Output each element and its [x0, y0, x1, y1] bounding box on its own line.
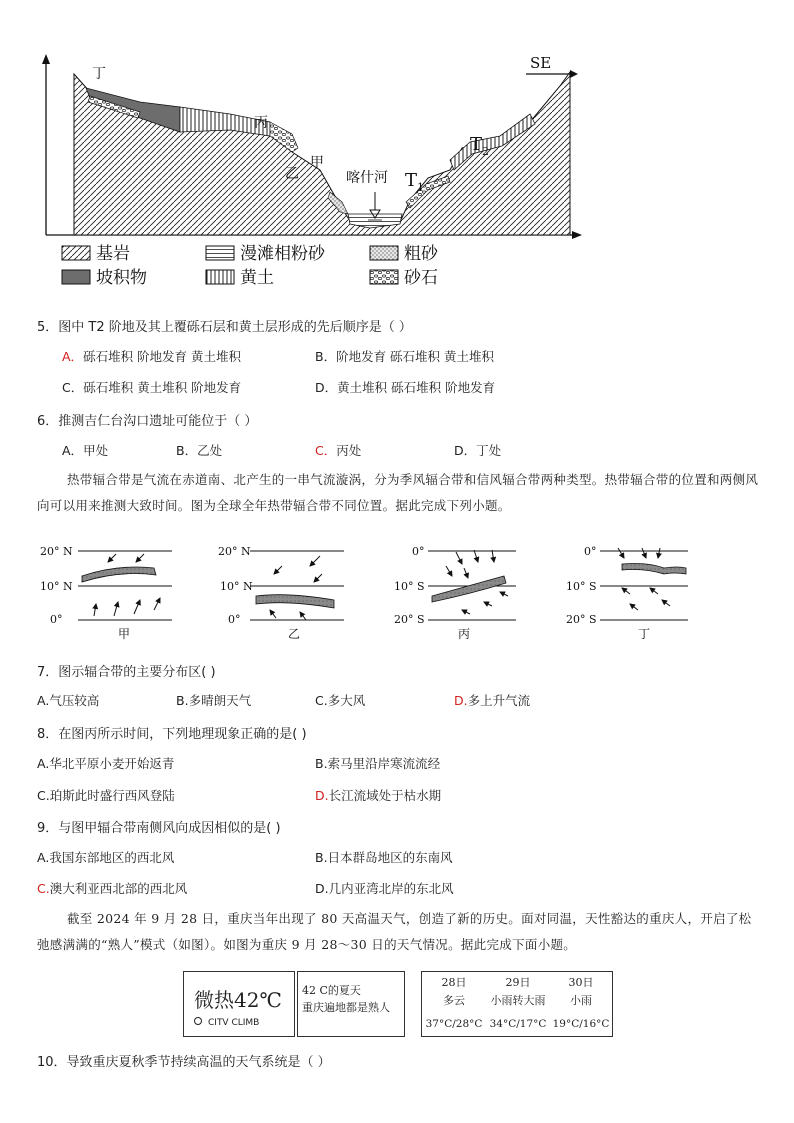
direction-label: SE	[530, 54, 552, 72]
q9-option-d[interactable]: D.几内亚湾北岸的东北风	[315, 881, 454, 896]
q6-option-a[interactable]: A．甲处	[62, 443, 109, 458]
heat-note-line2: 重庆遍地都是熟人	[302, 1001, 390, 1014]
q5-option-c[interactable]: C．砾石堆积 黄土堆积 阶地发育	[62, 380, 242, 395]
passage-itcz: 热带辐合带是气流在赤道南、北产生的一串气流漩涡，分为季风辐合带和信风辐合带两种类型。热带辐合带的位置和两侧风向可以用来推测大致时间。图为全球全年热带辐合带不同位置。据此完成下列小题。	[37, 472, 759, 513]
heat-sign-title: 微热42℃	[194, 988, 282, 1012]
heat-sign-sub: CITV CLIMB	[194, 1017, 259, 1028]
day2-desc: 小雨转大雨	[490, 994, 546, 1007]
heat-note-line1: 42 C的夏天	[302, 984, 361, 997]
panel-yi-name: 乙	[288, 627, 301, 641]
q9-option-a[interactable]: A.我国东部地区的西北风	[37, 850, 175, 865]
weather-forecast	[421, 971, 613, 1037]
panel-ding-name: 丁	[638, 627, 651, 641]
panel-bing-lat-2: 10° S	[394, 580, 425, 593]
question-6-stem: 6．推测吉仁台沟口遗址可能位于（ ）	[37, 414, 258, 429]
q7-option-a[interactable]: A.气压较高	[37, 693, 100, 708]
legend	[62, 243, 439, 288]
label-yi: 乙	[285, 166, 299, 182]
itcz-panel-ding	[566, 545, 688, 641]
itcz-figure	[38, 540, 758, 645]
day1-date: 28日	[441, 976, 467, 989]
day3-temp: 19°C/16°C	[552, 1018, 610, 1030]
question-5-stem: 5．图中 T2 阶地及其上覆砾石层和黄土层形成的先后顺序是（ ）	[37, 320, 412, 335]
itcz-panel-yi	[218, 545, 344, 641]
label-bing: 丙	[254, 115, 268, 131]
q9-option-b[interactable]: B.日本群岛地区的东南风	[315, 850, 453, 865]
panel-bing-lat-1: 0°	[412, 545, 425, 558]
label-t2: $T_2$	[470, 134, 490, 158]
q5-option-b[interactable]: B．阶地发育 砾石堆积 黄土堆积	[315, 349, 495, 364]
q8-option-d[interactable]: D.长江流域处于枯水期	[315, 788, 442, 803]
panel-yi-lat-2: 10° N	[220, 580, 253, 593]
q6-option-c[interactable]: C．丙处	[315, 443, 362, 458]
legend-bedrock: 基岩	[96, 244, 130, 264]
day1-temp: 37°C/28°C	[425, 1018, 483, 1030]
legend-coarse-sand: 粗砂	[404, 244, 438, 264]
q5-option-a[interactable]: A．砾石堆积 阶地发育 黄土堆积	[62, 349, 242, 364]
day3-desc: 小雨	[570, 994, 592, 1007]
q9-option-c[interactable]: C.澳大利亚西北部的西北风	[37, 881, 188, 896]
q6-option-d[interactable]: D．丁处	[454, 443, 502, 458]
circle-icon	[194, 1017, 202, 1025]
question-10-stem: 10．导致重庆夏秋季节持续高温的天气系统是（ ）	[37, 1055, 331, 1070]
panel-ding-lat-3: 20° S	[566, 613, 597, 626]
panel-jia-lat-2: 10° N	[40, 580, 73, 593]
label-river: 喀什河	[346, 170, 388, 186]
label-t1: $T_1$	[405, 170, 425, 194]
panel-jia-name: 甲	[118, 627, 131, 641]
label-ding: 丁	[92, 66, 106, 82]
itcz-panel-bing	[394, 545, 516, 641]
heat-sign	[183, 971, 295, 1037]
legend-colluvium: 坡积物	[96, 268, 147, 288]
panel-ding-lat-2: 10° S	[566, 580, 597, 593]
legend-silt: 漫滩相粉砂	[240, 244, 325, 264]
q8-option-a[interactable]: A.华北平原小麦开始返青	[37, 756, 175, 771]
q8-option-b[interactable]: B.索马里沿岸寒流流经	[315, 756, 441, 771]
question-8-stem: 8．在图丙所示时间，下列地理现象正确的是( )	[37, 727, 307, 742]
day3-date: 30日	[568, 976, 594, 989]
day2-temp: 34°C/17°C	[489, 1018, 547, 1030]
question-7-stem: 7．图示辐合带的主要分布区( )	[37, 665, 216, 680]
itcz-panel-jia	[40, 545, 172, 641]
legend-gravel: 砂石	[404, 268, 438, 288]
day2-date: 29日	[505, 976, 531, 989]
panel-jia-lat-1: 20° N	[40, 545, 73, 558]
legend-loess: 黄土	[240, 268, 274, 288]
label-jia: 甲	[310, 155, 324, 171]
q5-option-d[interactable]: D．黄土堆积 砾石堆积 阶地发育	[315, 380, 496, 395]
panel-ding-lat-1: 0°	[584, 545, 597, 558]
passage-chongqing: 截至 2024 年 9 月 28 日，重庆当年出现了 80 天高温天气，创造了新的历史。面对同温，天性豁达的重庆人，开启了松弛感满满的“熟人”模式（如图）。如图为重庆 9 月 28～30 日的天气情况。据此完成下面小题。	[37, 911, 752, 952]
q7-option-d[interactable]: D.多上升气流	[454, 693, 531, 708]
q8-option-c[interactable]: C.珀斯此时盛行西风登陆	[37, 788, 175, 803]
panel-yi-lat-3: 0°	[228, 613, 241, 626]
panel-bing-lat-3: 20° S	[394, 613, 425, 626]
panel-bing-name: 丙	[458, 627, 471, 641]
panel-yi-lat-1: 20° N	[218, 545, 251, 558]
q7-option-b[interactable]: B.多晴朗天气	[176, 693, 252, 708]
q7-option-c[interactable]: C.多大风	[315, 693, 366, 708]
terrace-profile-figure	[30, 52, 590, 302]
q6-option-b[interactable]: B．乙处	[176, 443, 223, 458]
heat-note	[297, 971, 405, 1037]
panel-jia-lat-3: 0°	[50, 613, 63, 626]
day1-desc: 多云	[443, 994, 465, 1007]
question-9-stem: 9．与图甲辐合带南侧风向成因相似的是( )	[37, 821, 281, 836]
